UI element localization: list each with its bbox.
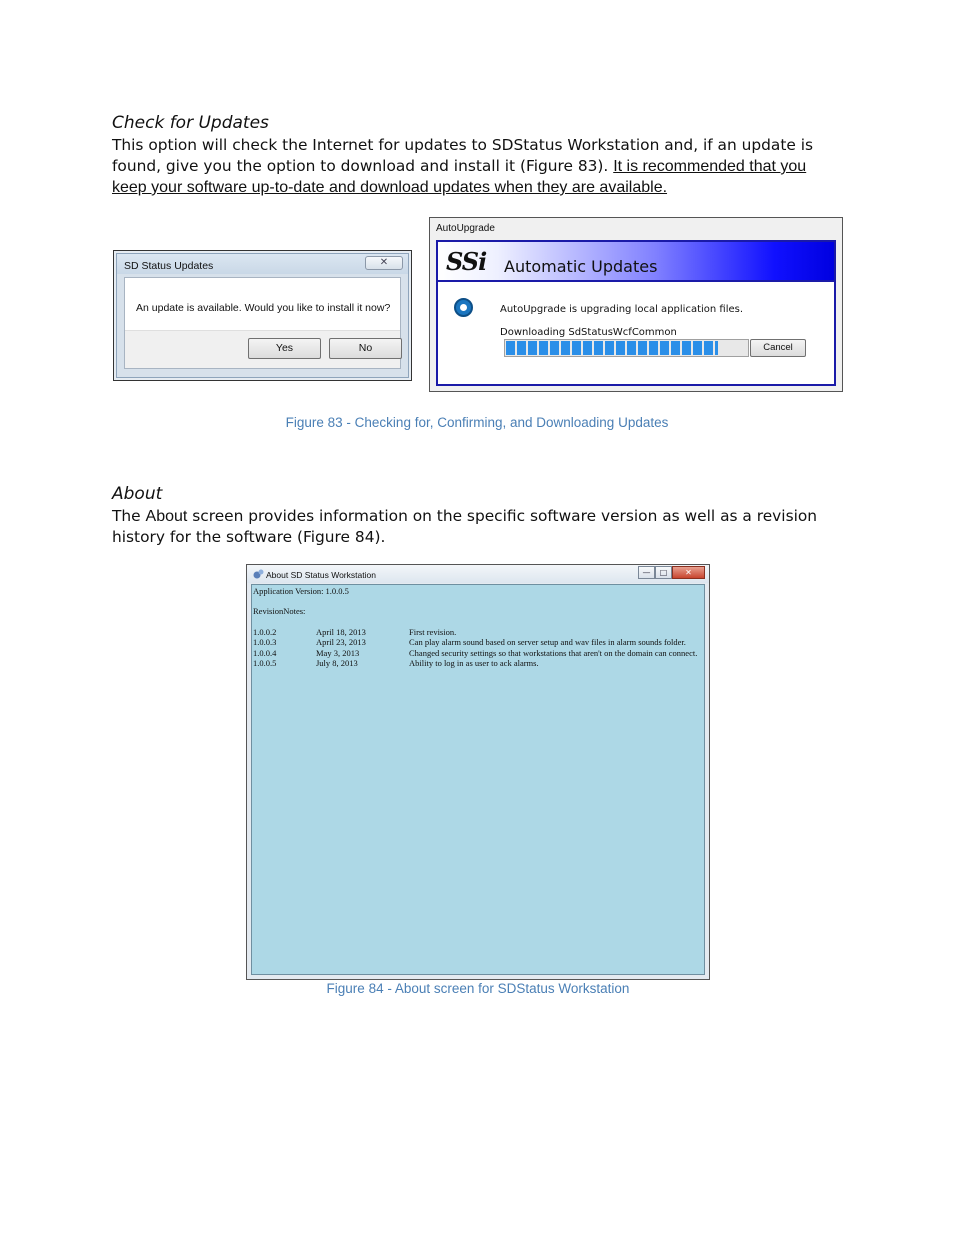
about-content <box>251 584 705 975</box>
window-controls <box>638 566 705 579</box>
revision-date: May 3, 2013 <box>316 647 360 658</box>
no-button[interactable]: No <box>329 338 402 359</box>
yes-button[interactable]: Yes <box>248 338 321 359</box>
section-title-check-updates: Check for Updates <box>112 113 269 133</box>
revision-version: 1.0.0.4 <box>253 647 277 658</box>
autoupgrade-window <box>429 217 843 392</box>
autoupgrade-banner <box>438 242 834 282</box>
autoupgrade-heading: Automatic Updates <box>504 257 658 276</box>
revision-version: 1.0.0.2 <box>253 627 277 637</box>
dialog-message: An update is available. Would you like to install it now? <box>136 302 391 314</box>
revision-date: April 23, 2013 <box>316 637 366 648</box>
close-icon[interactable]: ✕ <box>365 256 403 270</box>
dialog-title: SD Status Updates <box>124 260 214 272</box>
revision-note: First revision. <box>409 627 457 637</box>
about-keyword: About <box>145 508 188 525</box>
revision-date: April 18, 2013 <box>316 627 366 637</box>
revision-note: Changed security settings so that workstations that aren't on the domain can connect. <box>409 647 698 658</box>
application-version: Application Version: 1.0.0.5 <box>253 586 349 596</box>
cancel-button[interactable]: Cancel <box>750 339 806 357</box>
revision-date: July 8, 2013 <box>316 657 358 668</box>
close-icon[interactable]: ✕ <box>672 566 705 579</box>
revision-note: Can play alarm sound based on server setup and wav files in alarm sounds folder. <box>409 637 686 648</box>
about-window <box>246 564 710 980</box>
app-icon <box>253 569 264 580</box>
revision-notes-label: RevisionNotes: <box>253 606 306 616</box>
update-status-icon <box>454 298 473 317</box>
maximize-icon[interactable]: □ <box>655 566 672 579</box>
about-text-before: The <box>112 507 146 525</box>
downloading-label: Downloading SdStatusWcfCommon <box>500 327 677 338</box>
dialog-frame <box>116 253 409 378</box>
minimize-icon[interactable]: — <box>638 566 655 579</box>
autoupgrade-window-title: AutoUpgrade <box>436 223 495 234</box>
download-progress-bar <box>504 339 749 357</box>
about-window-title: About SD Status Workstation <box>266 570 376 580</box>
dialog-button-bar <box>125 330 400 368</box>
sd-status-updates-dialog <box>113 250 412 381</box>
revision-version: 1.0.0.5 <box>253 657 277 668</box>
dialog-body <box>124 277 401 369</box>
section-title-about: About <box>112 484 163 504</box>
autoupgrade-panel <box>436 240 836 386</box>
revision-note: Ability to log in as user to ack alarms. <box>409 657 539 668</box>
autoupgrade-message: AutoUpgrade is upgrading local application files. <box>500 304 744 315</box>
check-updates-paragraph <box>112 135 822 198</box>
about-paragraph <box>112 506 822 548</box>
figure-84-caption: Figure 84 - About screen for SDStatus Workstation <box>326 981 630 996</box>
about-text-after: screen provides information on the specific software version as well as a revision history for the software (Figure 84). <box>112 507 818 546</box>
figure-83-caption: Figure 83 - Checking for, Confirming, and Downloading Updates <box>285 415 669 430</box>
ssi-logo: SSi <box>446 247 487 276</box>
revision-version: 1.0.0.3 <box>253 637 277 648</box>
check-updates-text: This option will check the Internet for updates to SDStatus Workstation and, if an update is found, give you the option to download and install it (Figure 83). <box>112 136 814 175</box>
download-progress-fill <box>506 341 718 355</box>
recommendation-text: It is recommended that you keep your software up-to-date and download updates when they are available. <box>112 158 807 196</box>
